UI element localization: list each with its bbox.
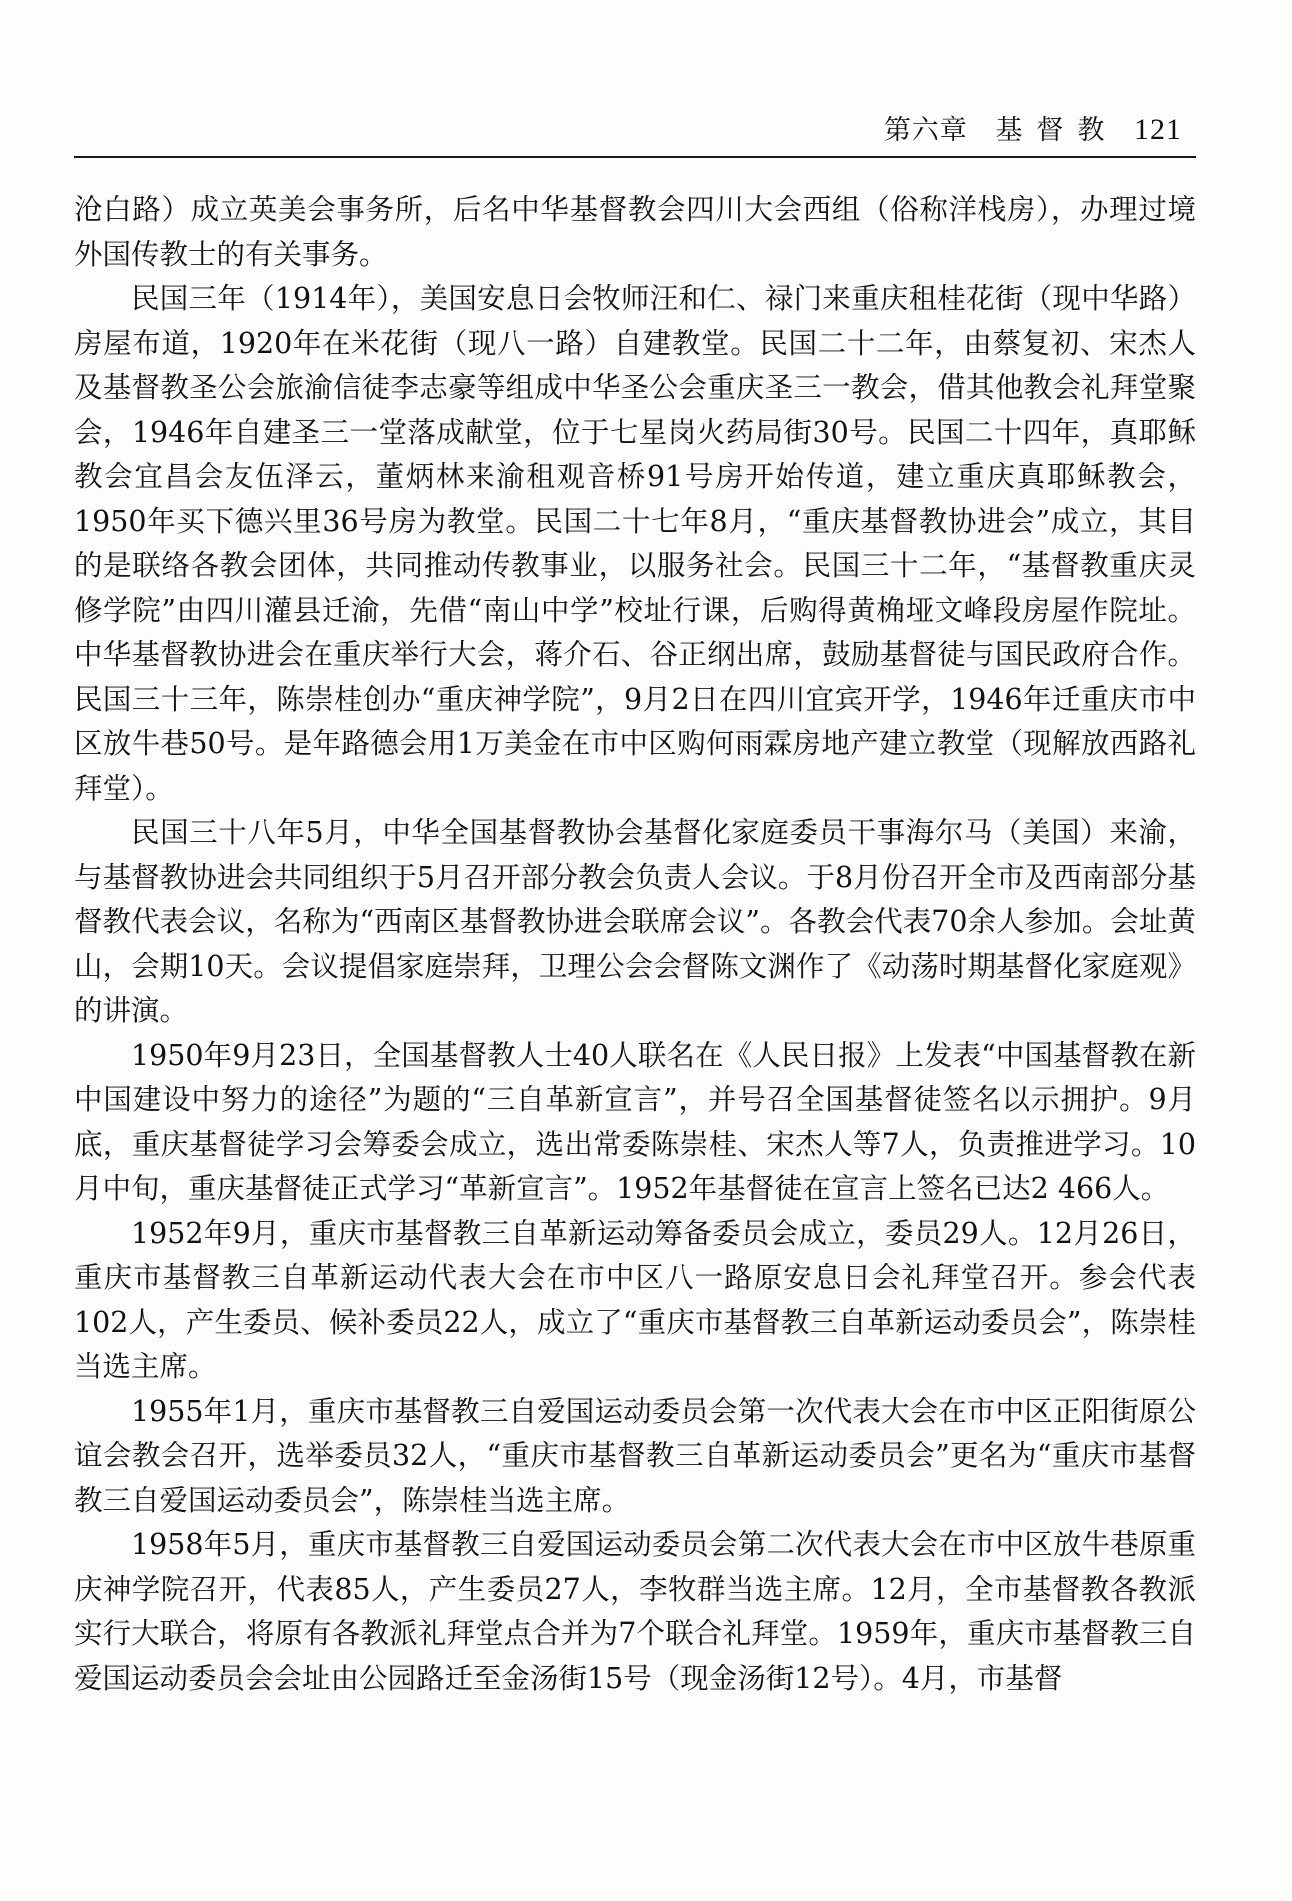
- paragraph: 1955年1月，重庆市基督教三自爱国运动委员会第一次代表大会在市中区正阳街原公谊会教会召开，选举委员32人，“重庆市基督教三自革新运动委员会”更名为“重庆市基督教三自爱国运动委员会”，陈崇桂当选主席。: [74, 1394, 1196, 1517]
- body-text: [74, 188, 1196, 1701]
- subject-label: 基督教: [995, 115, 1119, 146]
- page-number: 121: [1134, 113, 1182, 146]
- paragraph: 1952年9月，重庆市基督教三自革新运动筹备委员会成立，委员29人。12月26日，重庆市基督教三自革新运动代表大会在市中区八一路原安息日会礼拜堂召开。参会代表102人，产生委员、候补委员22人，成立了“重庆市基督教三自革新运动委员会”，陈崇桂当选主席。: [74, 1216, 1196, 1383]
- running-header: [74, 104, 1196, 158]
- paragraph-continuation: 沧白路）成立英美会事务所，后名中华基督教会四川大会西组（俗称洋栈房），办理过境外国传教士的有关事务。: [74, 193, 1196, 271]
- paragraph: 1950年9月23日，全国基督教人士40人联名在《人民日报》上发表“中国基督教在新中国建设中努力的途径”为题的“三自革新宣言”，并号召全国基督徒签名以示拥护。9月底，重庆基督徒学习会筹委会成立，选出常委陈崇桂、宋杰人等7人，负责推进学习。10月中旬，重庆基督徒正式学习“革新宣言”。1952年基督徒在宣言上签名已达2 466人。: [74, 1038, 1196, 1205]
- chapter-label: 第六章: [883, 115, 968, 146]
- paragraph: 民国三十八年5月，中华全国基督教协会基督化家庭委员干事海尔马（美国）来渝，与基督教协进会共同组织于5月召开部分教会负责人会议。于8月份召开全市及西南部分基督教代表会议，名称为“西南区基督教协进会联席会议”。各教会代表70余人参加。会址黄山，会期10天。会议提倡家庭崇拜，卫理公会会督陈文渊作了《动荡时期基督化家庭观》的讲演。: [74, 816, 1196, 1027]
- paragraph: 1958年5月，重庆市基督教三自爱国运动委员会第二次代表大会在市中区放牛巷原重庆神学院召开，代表85人，产生委员27人，李牧群当选主席。12月，全市基督教各教派实行大联合，将原有各教派礼拜堂点合并为7个联合礼拜堂。1959年，重庆市基督教三自爱国运动委员会会址由公园路迁至金汤街15号（现金汤街12号）。4月，市基督: [74, 1528, 1196, 1695]
- paragraph: 民国三年（1914年），美国安息日会牧师汪和仁、禄门来重庆租桂花街（现中华路）房屋布道，1920年在米花街（现八一路）自建教堂。民国二十二年，由蔡复初、宋杰人及基督教圣公会旅渝信徒李志豪等组成中华圣公会重庆圣三一教会，借其他教会礼拜堂聚会，1946年自建圣三一堂落成献堂，位于七星岗火药局街30号。民国二十四年，真耶稣教会宜昌会友伍泽云，董炳林来渝租观音桥91号房开始传道，建立重庆真耶稣教会，1950年买下德兴里36号房为教堂。民国二十七年8月，“重庆基督教协进会”成立，其目的是联络各教会团体，共同推动传教事业，以服务社会。民国三十二年，“基督教重庆灵修学院”由四川灌县迁渝，先借“南山中学”校址行课，后购得黄桷垭文峰段房屋作院址。中华基督教协进会在重庆举行大会，蒋介石、谷正纲出席，鼓励基督徒与国民政府合作。民国三十三年，陈崇桂创办“重庆神学院”，9月2日在四川宜宾开学，1946年迁重庆市中区放牛巷50号。是年路德会用1万美金在市中区购何雨霖房地产建立教堂（现解放西路礼拜堂）。: [74, 282, 1196, 805]
- header-text: [884, 108, 1182, 147]
